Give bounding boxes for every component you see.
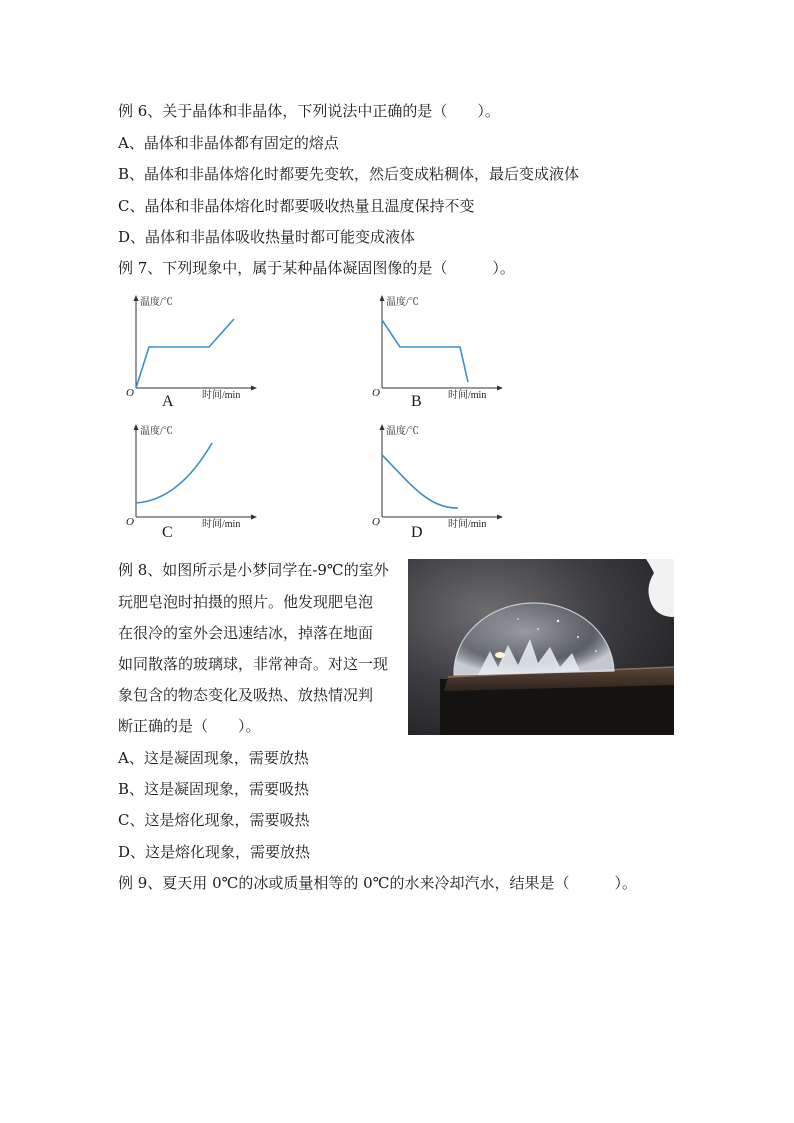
graph-d: [368, 421, 508, 531]
q6-option-c: C、晶体和非晶体熔化时都要吸收热量且温度保持不变: [118, 197, 475, 215]
graph-b: [368, 292, 508, 402]
q8-option-c: C、这是熔化现象，需要吸热: [118, 811, 310, 829]
q8-stem-line-2: 玩肥皂泡时拍摄的照片。他发现肥皂泡: [118, 593, 374, 611]
graph-b-origin: O: [372, 387, 380, 399]
q6-option-d: D、晶体和非晶体吸收热量时都可能变成液体: [118, 228, 416, 246]
graph-d-x-label: 时间/min: [448, 519, 487, 530]
graph-a-origin: O: [126, 387, 134, 399]
graph-d-origin: O: [372, 516, 380, 528]
q8-stem-line-4: 如同散落的玻璃球，非常神奇。对这一现: [118, 655, 389, 673]
q8-option-b: B、这是凝固现象，需要吸热: [118, 780, 310, 798]
graph-b-x-label: 时间/min: [448, 390, 487, 401]
q6-option-a: A、晶体和非晶体都有固定的熔点: [118, 134, 339, 152]
graph-c-x-label: 时间/min: [202, 519, 241, 530]
q8-stem-line-5: 象包含的物态变化及吸热、放热情况判: [118, 686, 374, 704]
graph-c-line: [136, 443, 212, 503]
frozen-bubble-photo: [408, 559, 674, 735]
graph-b-y-label: 温度/℃: [386, 297, 419, 308]
q8-option-d: D、这是熔化现象，需要放热: [118, 843, 311, 861]
q8-stem-line-6: 断正确的是（ ）。: [118, 717, 261, 735]
q8-option-a: A、这是凝固现象，需要放热: [118, 749, 309, 767]
graph-c: [120, 421, 260, 531]
q6-stem: 例 6、关于晶体和非晶体，下列说法中正确的是（ ）。: [118, 102, 500, 120]
q9-stem: 例 9、夏天用 0℃的冰或质量相等的 0℃的水来冷却汽水，结果是（ ）。: [118, 874, 637, 892]
graph-b-line: [382, 320, 468, 382]
graph-a: [120, 292, 260, 402]
q6-option-b: B、晶体和非晶体熔化时都要先变软，然后变成粘稠体，最后变成液体: [118, 165, 580, 183]
graph-c-origin: O: [126, 516, 134, 528]
graph-c-y-label: 温度/℃: [140, 426, 173, 437]
graph-d-line: [382, 455, 458, 508]
graph-c-label: C: [162, 524, 173, 541]
q7-stem: 例 7、下列现象中，属于某种晶体凝固图像的是（ ）。: [118, 259, 515, 277]
graph-d-label: D: [411, 524, 423, 541]
graph-a-y-label: 温度/℃: [140, 297, 173, 308]
q8-stem-line-1: 例 8、如图所示是小梦同学在-9℃的室外: [118, 561, 389, 579]
graph-a-label: A: [162, 393, 174, 410]
q8-stem-line-3: 在很冷的室外会迅速结冰，掉落在地面: [118, 624, 374, 642]
graph-b-label: B: [411, 393, 422, 410]
graph-a-line: [136, 319, 234, 388]
graph-a-x-label: 时间/min: [202, 390, 241, 401]
graph-d-y-label: 温度/℃: [386, 426, 419, 437]
